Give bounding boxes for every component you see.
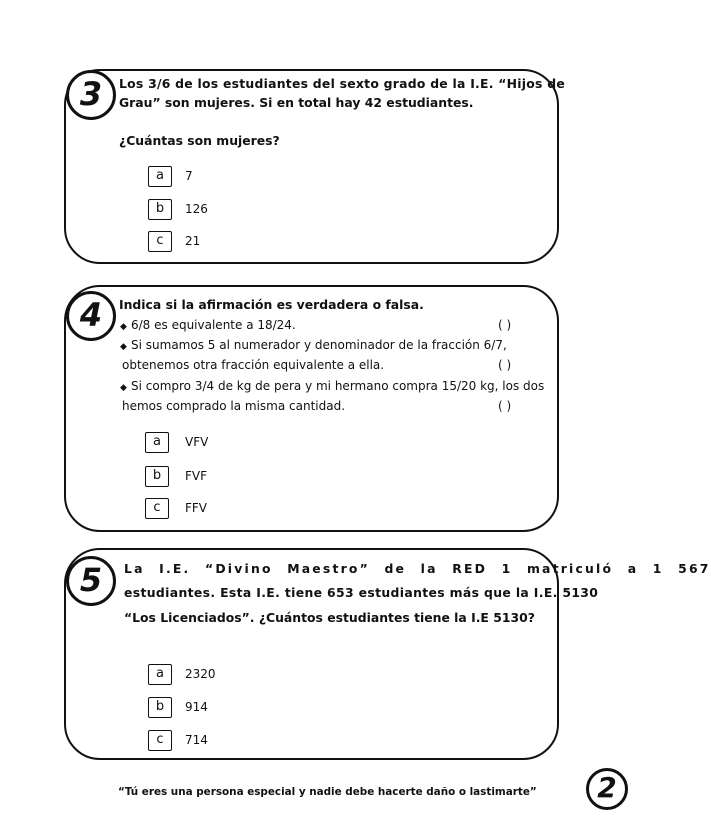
statement-3-text-line2: hemos comprado la misma cantidad.: [122, 399, 346, 413]
q3-option-a-value: 7: [185, 169, 193, 183]
q5-option-c-box[interactable]: c: [148, 730, 172, 751]
q4-option-a-box[interactable]: a: [145, 432, 169, 453]
q5-option-a-value: 2320: [185, 667, 216, 681]
statement-3-bullet: ◆: [120, 383, 127, 393]
question-3-text-line2: Grau” son mujeres. Si en total hay 42 estudiantes.: [119, 95, 474, 110]
q3-option-c-box[interactable]: c: [148, 231, 172, 252]
q3-option-b-box[interactable]: b: [148, 199, 172, 220]
statement-1-answer-blank[interactable]: ( ): [498, 318, 512, 332]
question-5-number-badge: 5: [66, 556, 116, 606]
statement-2-bullet: ◆: [120, 342, 127, 352]
q3-option-a-box[interactable]: a: [148, 166, 172, 187]
q4-option-c-box[interactable]: c: [145, 498, 169, 519]
q3-option-b-value: 126: [185, 202, 208, 216]
question-3-text-line1: Los 3/6 de los estudiantes del sexto grado de la I.E. “Hijos de: [119, 76, 565, 91]
q5-option-b-box[interactable]: b: [148, 697, 172, 718]
question-4-number-badge: 4: [66, 291, 116, 341]
question-5-text-line2: estudiantes. Esta I.E. tiene 653 estudiantes más que la I.E. 5130: [124, 585, 599, 600]
statement-2-answer-blank[interactable]: ( ): [498, 358, 512, 372]
question-3-question: ¿Cuántas son mujeres?: [119, 133, 280, 148]
q4-option-a-value: VFV: [185, 435, 209, 449]
page-number-badge: 2: [586, 768, 628, 810]
statement-1-text: 6/8 es equivalente a 18/24.: [131, 318, 296, 332]
question-3-number-badge: 3: [66, 70, 116, 120]
footer-quote: “Tú eres una persona especial y nadie debe hacerte daño o lastimarte”: [118, 786, 537, 798]
question-4-prompt: Indica si la afirmación es verdadera o falsa.: [119, 297, 424, 312]
q5-option-a-box[interactable]: a: [148, 664, 172, 685]
q3-option-c-value: 21: [185, 234, 201, 248]
question-5-text-line1: La I.E. “Divino Maestro” de la RED 1 matriculó a 1 567: [124, 561, 711, 576]
statement-2-text-line2: obtenemos otra fracción equivalente a ella.: [122, 358, 385, 372]
question-5-card: [64, 548, 559, 760]
q4-option-c-value: FFV: [185, 501, 208, 515]
q5-option-c-value: 714: [185, 733, 208, 747]
statement-3-text-line1: Si compro 3/4 de kg de pera y mi hermano compra 15/20 kg, los dos: [131, 379, 545, 393]
statement-1-bullet: ◆: [120, 322, 127, 332]
q5-option-b-value: 914: [185, 700, 208, 714]
q4-option-b-box[interactable]: b: [145, 466, 169, 487]
statement-3-answer-blank[interactable]: ( ): [498, 399, 512, 413]
question-5-text-line3: “Los Licenciados”. ¿Cuántos estudiantes tiene la I.E 5130?: [124, 610, 535, 625]
statement-2-text-line1: Si sumamos 5 al numerador y denominador de la fracción 6/7,: [131, 338, 507, 352]
q4-option-b-value: FVF: [185, 469, 208, 483]
